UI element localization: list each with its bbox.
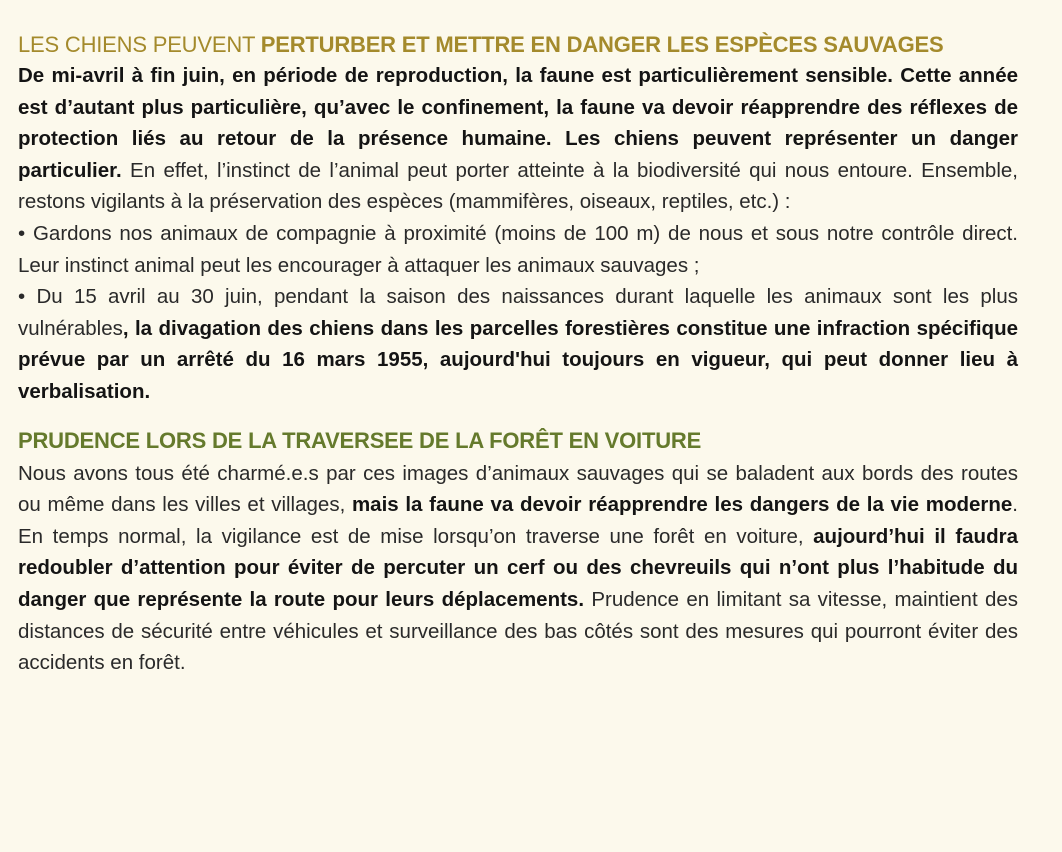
section1-paragraph [18,60,1018,218]
bullet-item-2-normal: • Du 15 avril au 30 juin, pendant la saison des naissances durant laquelle les animaux sont les plus vulnérables [18,285,1018,340]
section2-text-1: Nous avons tous été charmé.e.s par ces images d’animaux sauvages qui se baladent aux bords des routes ou même dans les villes et villages, [18,461,1018,517]
section2-paragraph [18,458,1018,679]
section2-bold-2: aujourd’hui il faudra redoubler d’attention pour éviter de percuter un cerf ou des chevreuils qui n’ont plus l’habitude du danger que représente la route pour leurs déplacements. [18,524,1018,611]
section1-heading [18,30,1018,60]
bullet-item-2-bold: , la divagation des chiens dans les parcelles forestières constitue une infraction spécifique prévue par un arrêté du 16 mars 1955, aujourd'hui toujours en vigueur, qui peut donner lieu à verbalisation. [18,316,1018,403]
bullet-item-2 [18,281,1018,407]
section2-heading: PRUDENCE LORS DE LA TRAVERSEE DE LA FORÊT EN VOITURE [18,427,702,453]
section2-text-2: . En temps normal, la vigilance est de mise lorsqu’on traverse une forêt en voiture, [18,493,1018,548]
section1-paragraph-normal: En effet, l’instinct de l’animal peut porter atteinte à la biodiversité qui nous entoure. Ensemble, restons vigilants à la préservation des espèces (mammifères, oiseaux, reptiles, etc.) : [18,158,1018,214]
bullet-item-1-text: • Gardons nos animaux de compagnie à proximité (moins de 100 m) de nous et sous notre contrôle direct. Leur instinct animal peut les encourager à attaquer les animaux sauvages ; [18,221,1018,277]
section1-paragraph-bold: De mi-avril à fin juin, en période de reproduction, la faune est particulièrement sensible. Cette année est d’autant plus particulière, qu’avec le confinement, la faune va devoir réapprendre des réflexes de protection liés au retour de la présence humaine. Les chiens peuvent représenter un danger particulier. [18,64,1018,182]
section1-heading-light: LES CHIENS PEUVENT [18,32,255,57]
section2-bold-1: mais la faune va devoir réapprendre les dangers de la vie moderne [351,493,1013,517]
section2-text-3: Prudence en limitant sa vitesse, maintient des distances de sécurité entre véhicules et surveillance des bas côtés sont des mesures qui pourront éviter des accidents en forêt. [18,587,1018,675]
bullet-item-1 [18,218,1018,281]
section1-heading-strong: PERTURBER ET METTRE EN DANGER LES ESPÈCES SAUVAGES [260,32,944,57]
